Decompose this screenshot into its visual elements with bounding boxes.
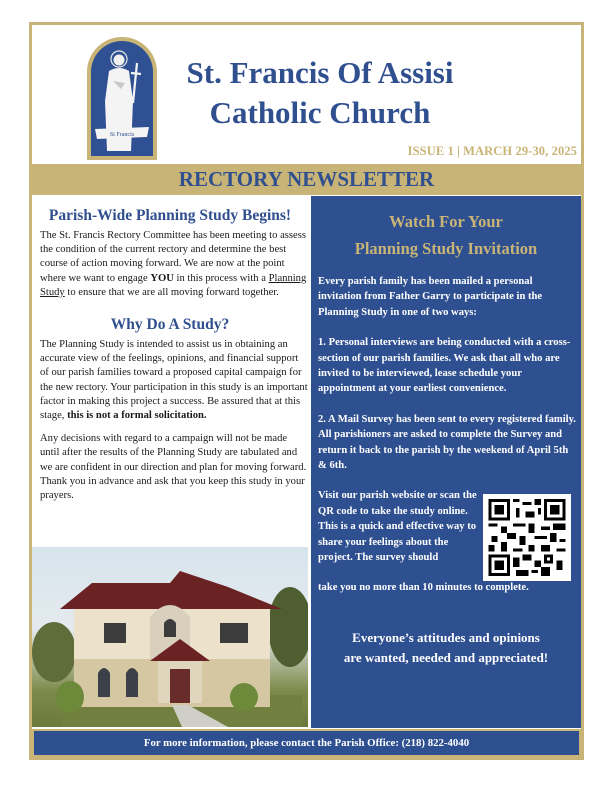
heading-watch-invitation — [311, 208, 581, 262]
online-survey-text: Visit our parish website or scan the QR code to take the study online. This is a quick and effective way to share your feelings about the project. The survey should — [318, 490, 477, 564]
why-paragraph — [32, 338, 308, 423]
why-text: The Planning Study is intended to assist us in obtaining an accurate view of the feelings, opinions, and financial support of our parish families toward a proposed capital campaign for the new rectory. Your participation in this study is an important factor in making this project a success. Be assured that at this stage, — [40, 339, 308, 422]
title-line-2: Catholic Church — [209, 95, 431, 130]
st-francis-figure-icon — [91, 41, 153, 156]
intro-text-c: to ensure that we are all moving forward together. — [64, 286, 279, 298]
title-line-1: St. Francis Of Assisi — [186, 55, 454, 90]
closing-line-2: are wanted, needed and appreciated! — [343, 650, 549, 666]
interviews-paragraph: 1. Personal interviews are being conducted with a cross-section of our parish families. We ask that all who are invited to be interviewed, lease schedule your appointment at your earliest convenience. — [318, 337, 571, 395]
church-name — [170, 53, 470, 133]
closing-message — [311, 628, 581, 668]
heading-line-1: Watch For Your — [389, 212, 503, 231]
contact-text: For more information, please contact the Parish Office: (218) 822-4040 — [34, 731, 579, 755]
invitation-paragraph: Every parish family has been mailed a personal invitation from Father Garry to participate in the Planning Study in one of two ways: — [318, 276, 543, 318]
left-column — [32, 196, 308, 727]
mail-survey-paragraph: 2. A Mail Survey has been sent to every registered family. All parishioners are asked to complete the Survey and return it back to the parish by the weekend of April 5th & 6th. — [318, 413, 576, 472]
issue-date: ISSUE 1 | MARCH 29-30, 2025 — [407, 144, 577, 158]
online-survey-block — [311, 488, 581, 608]
intro-text-b: in this process with a — [173, 272, 269, 284]
heading-line-2: Planning Study Invitation — [354, 239, 538, 258]
right-column-invitation — [311, 196, 581, 728]
why-emphasis: this is not a formal solicitation. — [67, 410, 207, 422]
newsletter-page — [29, 22, 584, 760]
rectory-rendering-image — [32, 547, 308, 727]
contact-footer — [32, 729, 581, 757]
intro-emphasis: YOU — [150, 272, 174, 284]
online-survey-text-tail: take you no more than 10 minutes to complete. — [318, 582, 529, 594]
heading-why-study: Why Do A Study? — [110, 316, 230, 334]
decisions-paragraph: Any decisions with regard to a campaign will not be made until after the results of the Planning Study are tabulated and we are confident in our direction and plan for moving forward. Thank you in advance and ask that you keep this study in your prayers. — [40, 433, 307, 502]
heading-planning-study: Parish-Wide Planning Study Begins! — [48, 207, 292, 224]
planning-study-link[interactable]: Planning Study — [40, 272, 307, 298]
newsletter-title-band: RECTORY NEWSLETTER — [32, 164, 581, 195]
church-logo — [87, 37, 157, 160]
intro-paragraph — [32, 229, 308, 300]
qr-code-icon[interactable] — [483, 494, 571, 581]
closing-line-1: Everyone’s attitudes and opinions — [352, 630, 540, 646]
logo-banner-text: St Francis — [109, 132, 135, 138]
intro-text-a: The St. Francis Rectory Committee has been meeting to assess the condition of the current rectory and determine the best course of action moving forward. We are now at the point where we want to engage — [40, 230, 306, 284]
